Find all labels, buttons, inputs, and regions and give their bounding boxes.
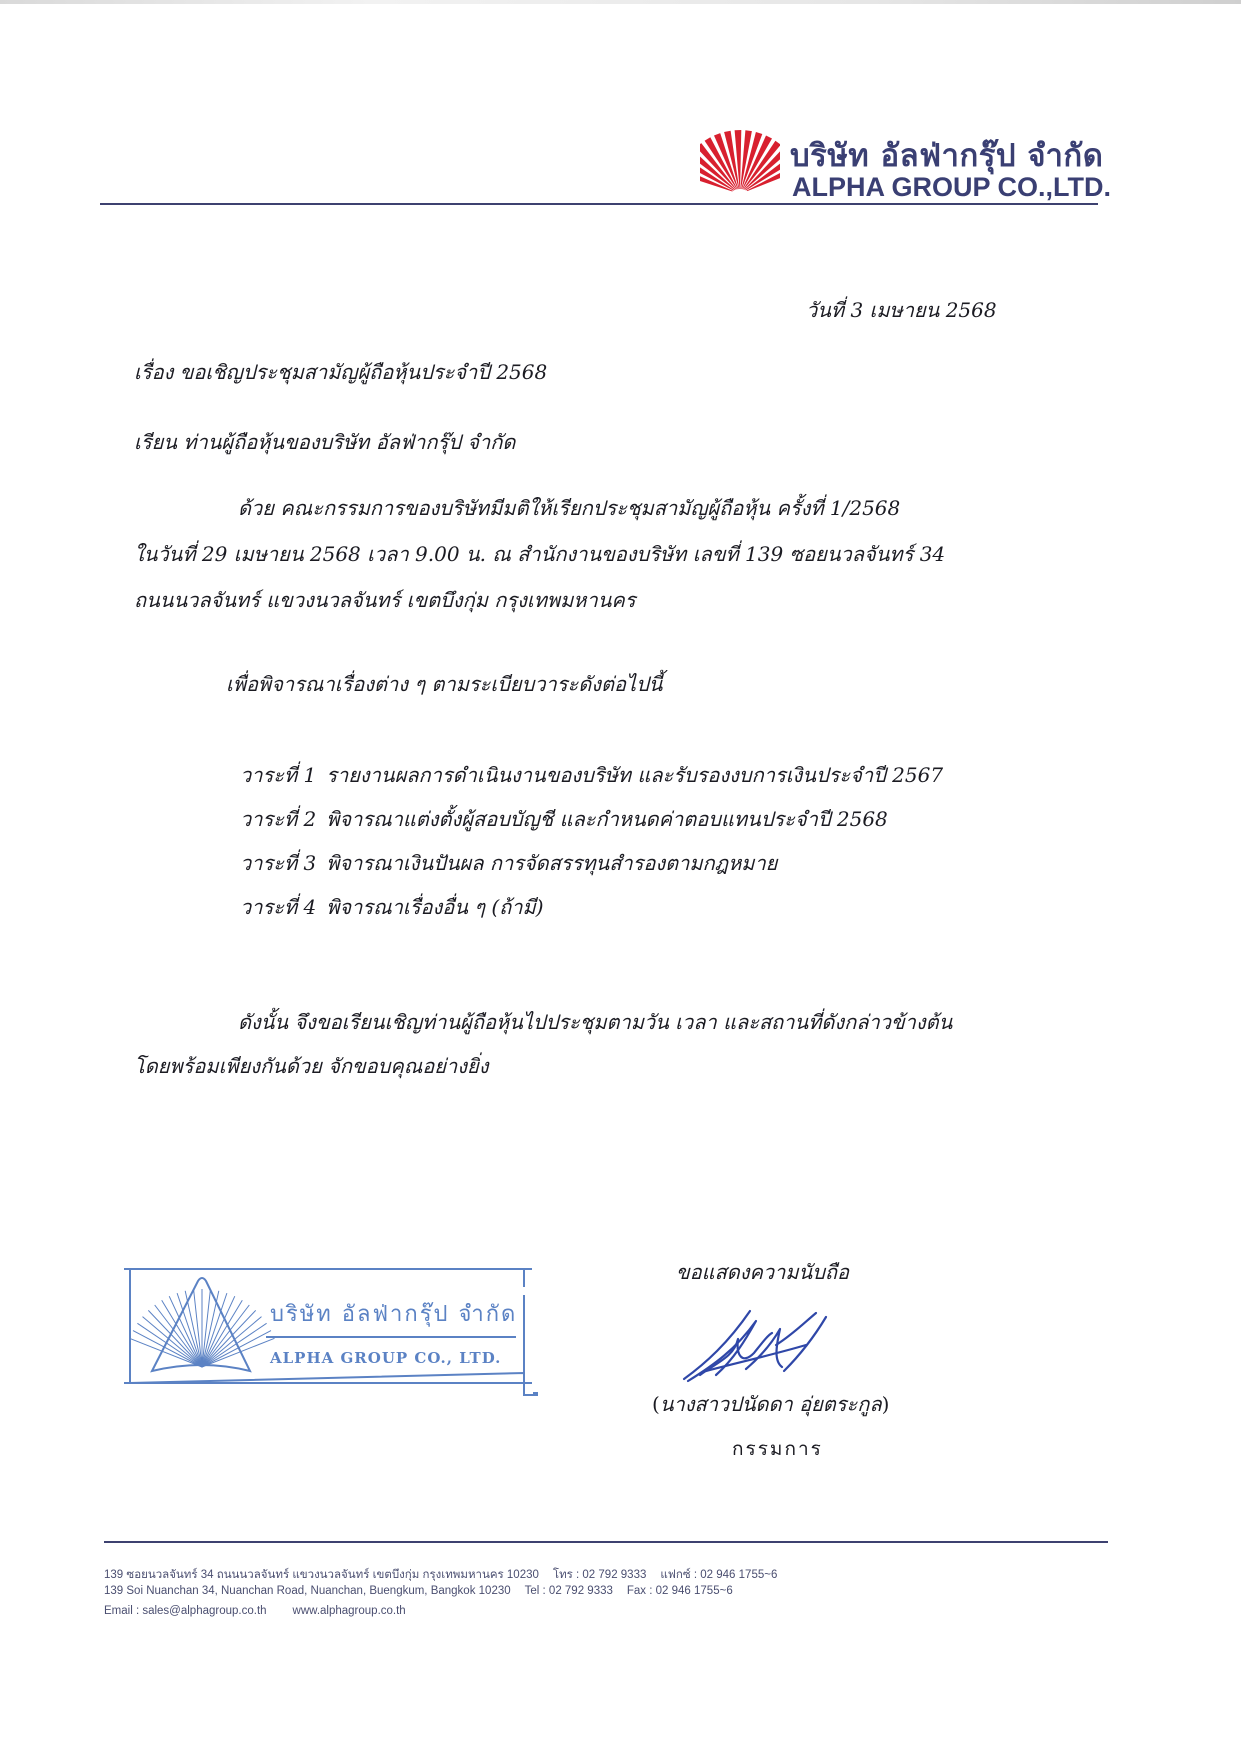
footer-phone-en: Tel : 02 792 9333	[524, 1585, 613, 1597]
footer-phone-th: โทร : 02 792 9333	[552, 1569, 647, 1581]
closing-regards: ขอแสดงความนับถือ	[676, 1260, 850, 1284]
footer-email: Email : sales@alphagroup.co.th	[104, 1605, 267, 1617]
closing-line: โดยพร้อมเพียงกันด้วย จักขอบคุณอย่างยิ่ง	[134, 1054, 489, 1078]
stamp-rays	[130, 1289, 275, 1367]
stamp-corner	[524, 1383, 538, 1395]
paragraph-line: ในวันที่ 29 เมษายน 2568 เวลา 9.00 น. ณ สำนักงานของบริษัท เลขที่ 139 ซอยนวลจันทร์ 34	[134, 542, 946, 566]
footer-fax-en: Fax : 02 946 1755~6	[626, 1585, 733, 1597]
header-divider	[100, 203, 1098, 205]
signer-name-line: (นางสาวปนัดดา อุ่ยตระกูล)	[652, 1392, 890, 1416]
agenda-item	[240, 763, 943, 807]
letter-salutation: เรียน ท่านผู้ถือหุ้นของบริษัท อัลฟ่ากรุ๊ป จำกัด	[134, 430, 516, 454]
footer-line-th	[104, 1566, 777, 1584]
stamp-name-en: ALPHA GROUP CO., LTD.	[270, 1349, 502, 1367]
agenda-number: วาระที่ 4	[240, 895, 317, 919]
stamp-name-th: บริษัท อัลฟ่ากรุ๊ป จำกัด	[270, 1302, 518, 1327]
letter-date: วันที่ 3 เมษายน 2568	[806, 298, 997, 322]
paragraph-line: ด้วย คณะกรรมการของบริษัทมีมติให้เรียกประชุมสามัญผู้ถือหุ้น ครั้งที่ 1/2568	[238, 496, 901, 520]
agenda-number: วาระที่ 2	[240, 807, 317, 831]
agenda-number: วาระที่ 1	[240, 763, 317, 787]
scan-edge	[0, 0, 1241, 4]
agenda-list	[240, 763, 943, 939]
agenda-text: รายงานผลการดำเนินงานของบริษัท และรับรองงบการเงินประจำปี 2567	[326, 763, 944, 787]
footer-website: www.alphagroup.co.th	[292, 1605, 406, 1617]
agenda-item	[240, 851, 943, 895]
agenda-text: พิจารณาเงินปันผล การจัดสรรทุนสำรองตามกฎหมาย	[326, 851, 778, 875]
company-name-en: ALPHA GROUP CO.,LTD.	[792, 172, 1112, 202]
agenda-text: พิจารณาแต่งตั้งผู้สอบบัญชี และกำหนดค่าตอบแทนประจำปี 2568	[326, 807, 888, 831]
handwritten-signature	[676, 1305, 856, 1385]
company-logo	[700, 124, 780, 200]
agenda-text: พิจารณาเรื่องอื่น ๆ (ถ้ามี)	[326, 895, 544, 919]
company-stamp	[118, 1255, 538, 1405]
agenda-intro: เพื่อพิจารณาเรื่องต่าง ๆ ตามระเบียบวาระดังต่อไปนี้	[226, 672, 663, 696]
footer-fax-th: แฟกซ์ : 02 946 1755~6	[660, 1569, 778, 1581]
logo-rays	[700, 130, 780, 199]
stamp-ray	[148, 1310, 202, 1367]
footer-line-en	[104, 1585, 733, 1597]
agenda-item	[240, 895, 943, 939]
footer-line-contact	[104, 1605, 406, 1617]
footer-address-en: 139 Soi Nuanchan 34, Nuanchan Road, Nuanchan, Buengkum, Bangkok 10230	[104, 1585, 511, 1597]
footer-address-th: 139 ซอยนวลจันทร์ 34 ถนนนวลจันทร์ แขวงนวลจันทร์ เขตบึงกุ่ม กรุงเทพมหานคร 10230	[104, 1569, 539, 1581]
letter-subject: เรื่อง ขอเชิญประชุมสามัญผู้ถือหุ้นประจำปี 2568	[134, 360, 548, 384]
signer-title: กรรมการ	[732, 1438, 823, 1460]
footer-divider	[104, 1541, 1108, 1543]
closing-line: ดังนั้น จึงขอเรียนเชิญท่านผู้ถือหุ้นไปประชุมตามวัน เวลา และสถานที่ดังกล่าวข้างต้น	[238, 1010, 953, 1034]
stamp-ray	[202, 1310, 256, 1367]
company-name-th: บริษัท อัลฟ่ากรุ๊ป จำกัด	[790, 138, 1104, 174]
agenda-item	[240, 807, 943, 851]
logo-hub	[731, 189, 749, 199]
agenda-number: วาระที่ 3	[240, 851, 317, 875]
signer-name: นางสาวปนัดดา อุ่ยตระกูล	[659, 1392, 882, 1416]
paragraph-line: ถนนนวลจันทร์ แขวงนวลจันทร์ เขตบึงกุ่ม กรุงเทพมหานคร	[134, 588, 636, 612]
